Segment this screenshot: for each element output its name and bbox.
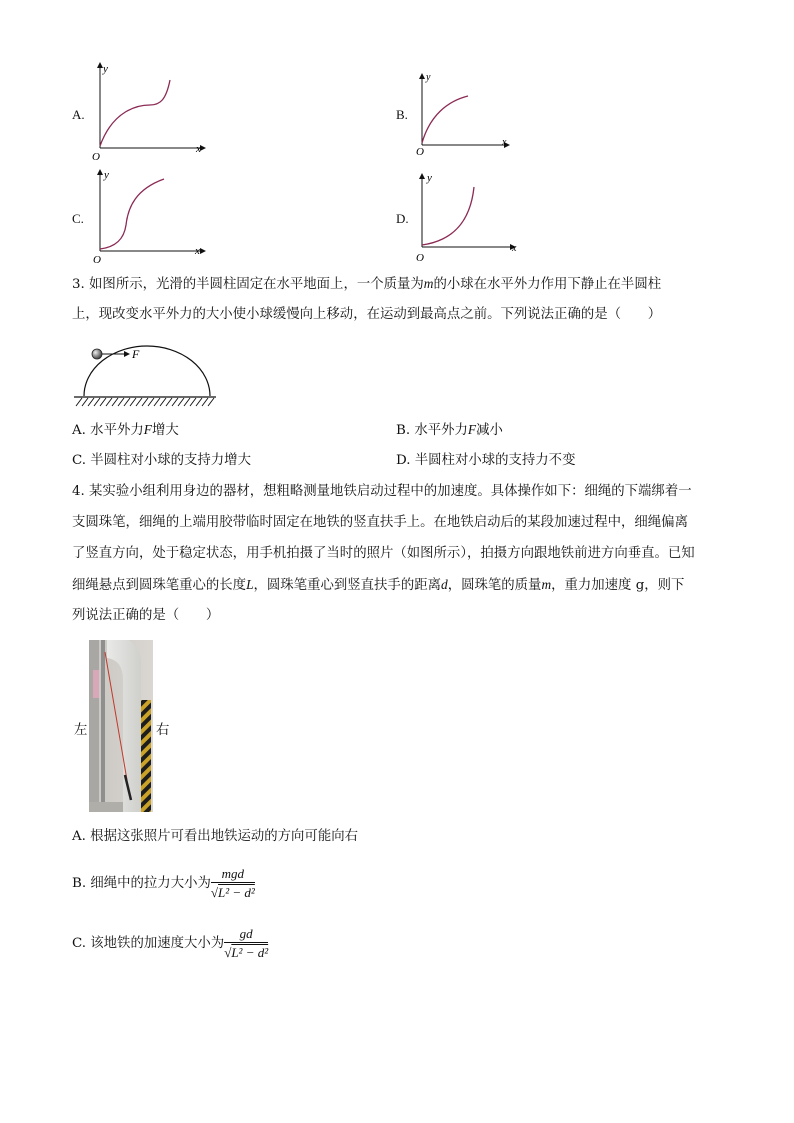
y-axis-label: y	[426, 72, 431, 83]
q4-stem-line5: 列说法正确的是（ ）	[72, 608, 220, 623]
ball-icon	[92, 349, 102, 359]
q3-semicylinder-diagram	[72, 336, 222, 412]
origin-label: O	[93, 254, 101, 265]
option-letter: A.	[72, 107, 85, 122]
photo-right-label: 右	[156, 723, 170, 738]
y-axis-label: y	[103, 63, 108, 75]
y-axis-label: y	[427, 172, 432, 184]
origin-label: O	[416, 252, 424, 264]
y-axis-label: y	[104, 169, 109, 181]
q4-stem-line3: 了竖直方向，处于稳定状态，用手机拍摄了当时的照片（如图所示），拍摄方向跟地铁前进方向垂直。已知	[72, 546, 695, 561]
q4-option-b[interactable]: B. 细绳中的拉力大小为 $\frac{\text{mgd}}{\text{√L² − d²}}$	[72, 866, 255, 900]
option-letter: D.	[396, 211, 409, 226]
q4-stem-line4: 细绳悬点到圆珠笔重心的长度L，圆珠笔重心到竖直扶手的距离d，圆珠笔的质量m，重力加速度 g，则下	[72, 577, 685, 593]
x-axis-label: x	[196, 143, 201, 155]
x-axis-label: x	[512, 243, 517, 254]
subway-photo	[89, 640, 153, 812]
tension-formula: $\frac{\text{mgd}}{\text{√L² − d²}}$	[210, 866, 255, 900]
graph-d	[410, 165, 525, 265]
q4-stem-line1: 4. 某实验小组利用身边的器材，想粗略测量地铁启动过程中的加速度。具体操作如下：细绳的下端绑着一	[72, 484, 692, 499]
q3-stem-line1: 3. 如图所示，光滑的半圆柱固定在水平地面上，一个质量为m的小球在水平外力作用下静止在半圆柱	[72, 276, 662, 292]
q3-option-c[interactable]: C. 半圆柱对小球的支持力增大	[72, 453, 251, 468]
q3-stem-line2: 上，现改变水平外力的大小使小球缓慢向上移动，在运动到最高点之前。下列说法正确的是（ ）	[72, 307, 662, 322]
q3-option-d[interactable]: D. 半圆柱对小球的支持力不变	[396, 453, 576, 468]
origin-label: O	[92, 151, 100, 160]
q4-option-c[interactable]: C. 该地铁的加速度大小为 $\frac{gd}{\text{√L² − d²}}$	[72, 926, 269, 960]
x-axis-label: x	[502, 137, 507, 148]
q4-option-a[interactable]: A. 根据这张照片可看出地铁运动的方向可能向右	[72, 829, 358, 844]
x-axis-label: x	[195, 245, 200, 257]
graph-b	[410, 65, 520, 160]
option-letter: C.	[72, 211, 84, 226]
option-letter: B.	[396, 107, 408, 122]
force-label: F	[132, 347, 140, 361]
q4-stem-line2: 支圆珠笔，细绳的上端用胶带临时固定在地铁的竖直扶手上。在地铁启动后的某段加速过程中，细绳偏离	[72, 515, 688, 530]
acceleration-formula: $\frac{gd}{\text{√L² − d²}}$	[224, 926, 269, 960]
q3-option-b[interactable]: B. 水平外力F减小	[396, 422, 503, 438]
origin-label: O	[416, 146, 424, 158]
graph-a	[88, 60, 208, 160]
graph-c	[88, 165, 208, 265]
photo-left-label: 左	[74, 723, 88, 738]
q3-option-a[interactable]: A. 水平外力F增大	[72, 422, 179, 438]
